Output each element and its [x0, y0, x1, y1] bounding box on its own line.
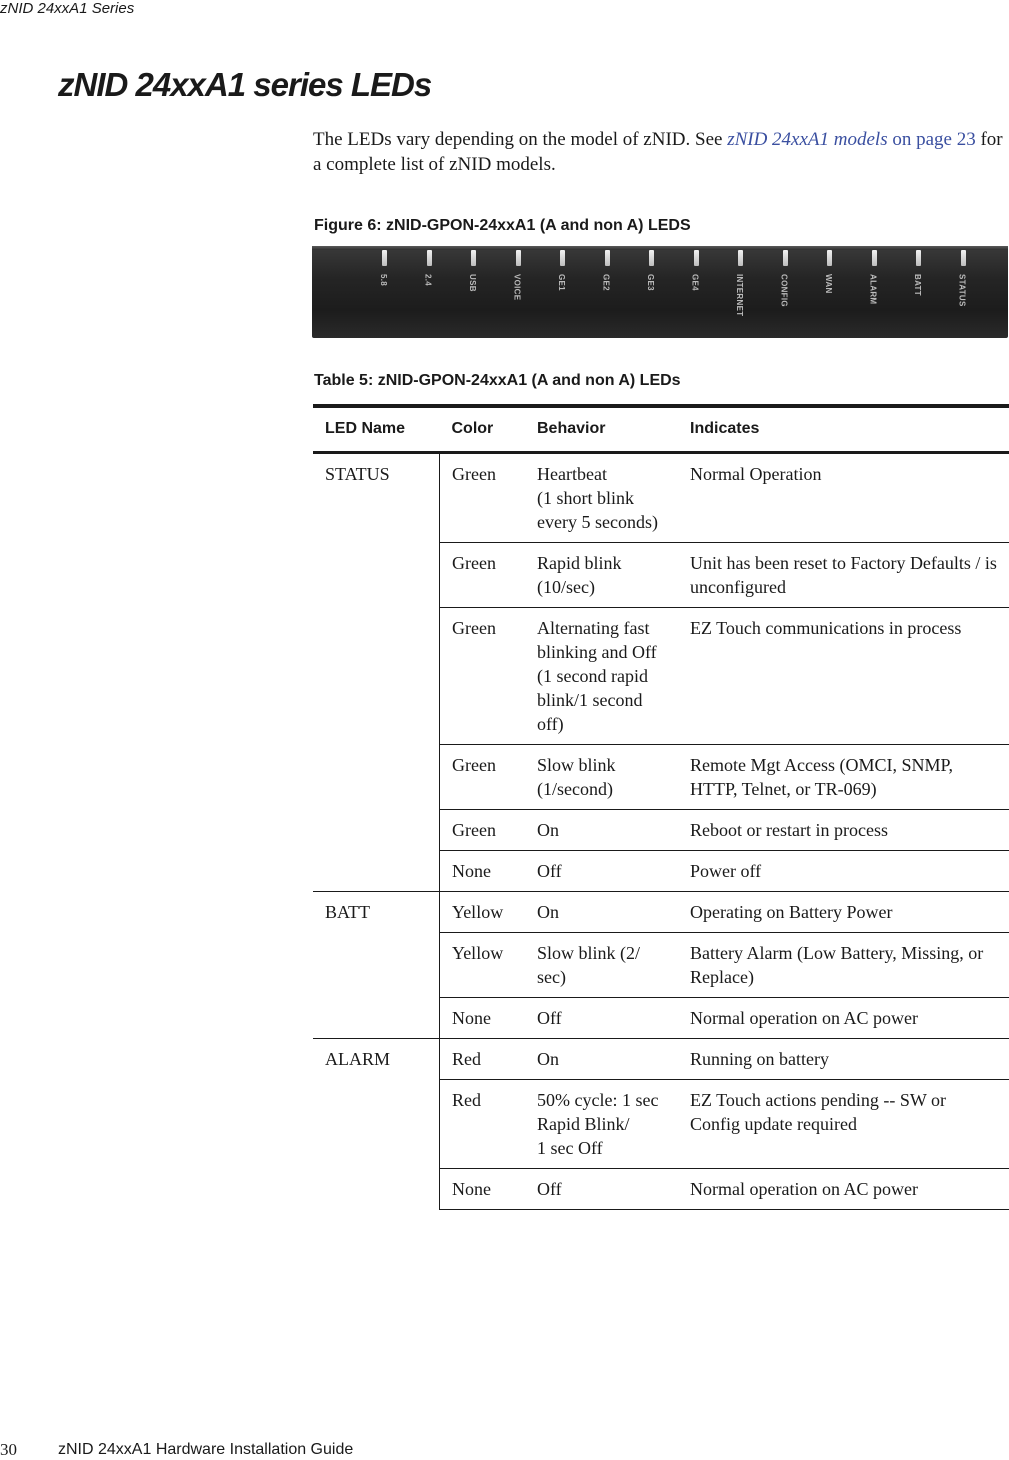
led-label: VOICE — [512, 274, 522, 301]
intro-text-before: The LEDs vary depending on the model of zNID. See — [313, 129, 728, 150]
table-row — [313, 453, 1009, 543]
led-light-icon — [471, 250, 476, 266]
led-label: INTERNET — [735, 274, 744, 317]
color-cell: Yellow — [440, 892, 526, 933]
behavior-cell: Off — [525, 998, 678, 1039]
led-label: STATUS — [957, 274, 967, 307]
led-name-cell: BATT — [313, 892, 440, 1039]
header-behavior: Behavior — [525, 406, 678, 453]
behavior-cell: Slow blink (1/second) — [525, 745, 678, 810]
indicates-cell: EZ Touch communications in process — [678, 608, 1009, 745]
indicates-cell: Remote Mgt Access (OMCI, SNMP, HTTP, Telnet, or TR-069) — [678, 745, 1009, 810]
led-voice — [504, 250, 534, 330]
led-label: GE2 — [601, 274, 611, 291]
indicates-cell: Battery Alarm (Low Battery, Missing, or Replace) — [678, 933, 1009, 998]
table-caption: Table 5: zNID-GPON-24xxA1 (A and non A) LEDs — [314, 372, 681, 389]
led-config — [771, 250, 801, 330]
led-label: USB — [468, 274, 477, 292]
led-light-icon — [872, 250, 877, 266]
header-color: Color — [440, 406, 526, 453]
indicates-cell: Normal operation on AC power — [678, 998, 1009, 1039]
color-cell: None — [440, 1169, 526, 1210]
indicates-cell: EZ Touch actions pending -- SW or Config update required — [678, 1080, 1009, 1169]
indicates-cell: Unit has been reset to Factory Defaults / is unconfigured — [678, 543, 1009, 608]
led-light-icon — [516, 250, 521, 266]
led-label: BATT — [913, 274, 922, 296]
table-row — [313, 1039, 1009, 1080]
led-light-icon — [694, 250, 699, 266]
indicates-cell: Operating on Battery Power — [678, 892, 1009, 933]
led-label: GE4 — [690, 274, 700, 291]
led-label: GE1 — [557, 274, 566, 291]
led-light-icon — [560, 250, 565, 266]
led-light-icon — [605, 250, 610, 266]
table-row — [313, 892, 1009, 933]
color-cell: Green — [440, 453, 526, 543]
color-cell: Green — [440, 608, 526, 745]
header-indicates: Indicates — [678, 406, 1009, 453]
led-name-cell: STATUS — [325, 464, 390, 484]
led-wan — [815, 250, 845, 330]
led-label: CONFIG — [779, 274, 789, 307]
behavior-cell: Slow blink (2/ sec) — [525, 933, 678, 998]
behavior-cell: Alternating fast blinking and Off (1 second rapid blink/1 second off) — [525, 608, 678, 745]
led-2-4 — [415, 250, 445, 330]
figure-caption: Figure 6: zNID-GPON-24xxA1 (A and non A) LEDS — [314, 217, 691, 234]
indicates-cell: Power off — [678, 851, 1009, 892]
led-ge4 — [682, 250, 712, 330]
led-panel-image — [312, 246, 1008, 338]
color-cell: Green — [440, 745, 526, 810]
led-label: ALARM — [868, 274, 878, 305]
led-batt — [904, 250, 934, 330]
color-cell: Yellow — [440, 933, 526, 998]
behavior-cell: On — [525, 1039, 678, 1080]
models-link[interactable]: zNID 24xxA1 models — [727, 129, 888, 150]
color-cell: None — [440, 998, 526, 1039]
led-light-icon — [649, 250, 654, 266]
led-light-icon — [382, 250, 387, 266]
behavior-cell: Heartbeat (1 short blink every 5 seconds) — [537, 464, 658, 532]
color-cell: None — [440, 851, 526, 892]
led-5-8 — [370, 250, 400, 330]
page-number: 30 — [0, 1440, 17, 1459]
led-ge2 — [593, 250, 623, 330]
running-head: zNID 24xxA1 Series — [0, 0, 135, 17]
page-link[interactable]: on page 23 — [892, 129, 976, 150]
color-cell: Green — [440, 810, 526, 851]
led-name-cell: ALARM — [313, 1039, 440, 1210]
header-led-name: LED Name — [313, 406, 440, 453]
led-ge3 — [637, 250, 667, 330]
page-title: zNID 24xxA1 series LEDs — [58, 66, 432, 103]
led-light-icon — [827, 250, 832, 266]
indicates-cell: Normal operation on AC power — [678, 1169, 1009, 1210]
behavior-cell: Off — [525, 851, 678, 892]
led-light-icon — [961, 250, 966, 266]
behavior-cell: Rapid blink (10/sec) — [525, 543, 678, 608]
behavior-cell: 50% cycle: 1 sec Rapid Blink/ 1 sec Off — [525, 1080, 678, 1169]
indicates-cell: Normal Operation — [690, 464, 822, 484]
led-status — [949, 250, 979, 330]
intro-text-after: for a complete list of zNID models. — [313, 129, 1003, 175]
led-table — [313, 404, 1009, 1210]
led-label: 2.4 — [423, 274, 433, 287]
intro-paragraph — [313, 127, 1003, 177]
table-header-row — [313, 406, 1009, 453]
color-cell: Green — [440, 543, 526, 608]
behavior-cell: On — [525, 892, 678, 933]
led-ge1 — [548, 250, 578, 330]
led-label: GE3 — [646, 274, 655, 291]
color-cell: Red — [440, 1080, 526, 1169]
behavior-cell: Off — [525, 1169, 678, 1210]
led-label: 5.8 — [379, 274, 388, 287]
footer-guide-title: zNID 24xxA1 Hardware Installation Guide — [58, 1441, 354, 1458]
indicates-cell: Reboot or restart in process — [678, 810, 1009, 851]
led-label: WAN — [824, 274, 833, 294]
behavior-cell: On — [525, 810, 678, 851]
led-internet — [726, 250, 756, 330]
led-light-icon — [738, 250, 743, 266]
color-cell: Red — [440, 1039, 526, 1080]
led-usb — [459, 250, 489, 330]
led-light-icon — [427, 250, 432, 266]
led-light-icon — [783, 250, 788, 266]
led-alarm — [860, 250, 890, 330]
indicates-cell: Running on battery — [678, 1039, 1009, 1080]
led-light-icon — [916, 250, 921, 266]
